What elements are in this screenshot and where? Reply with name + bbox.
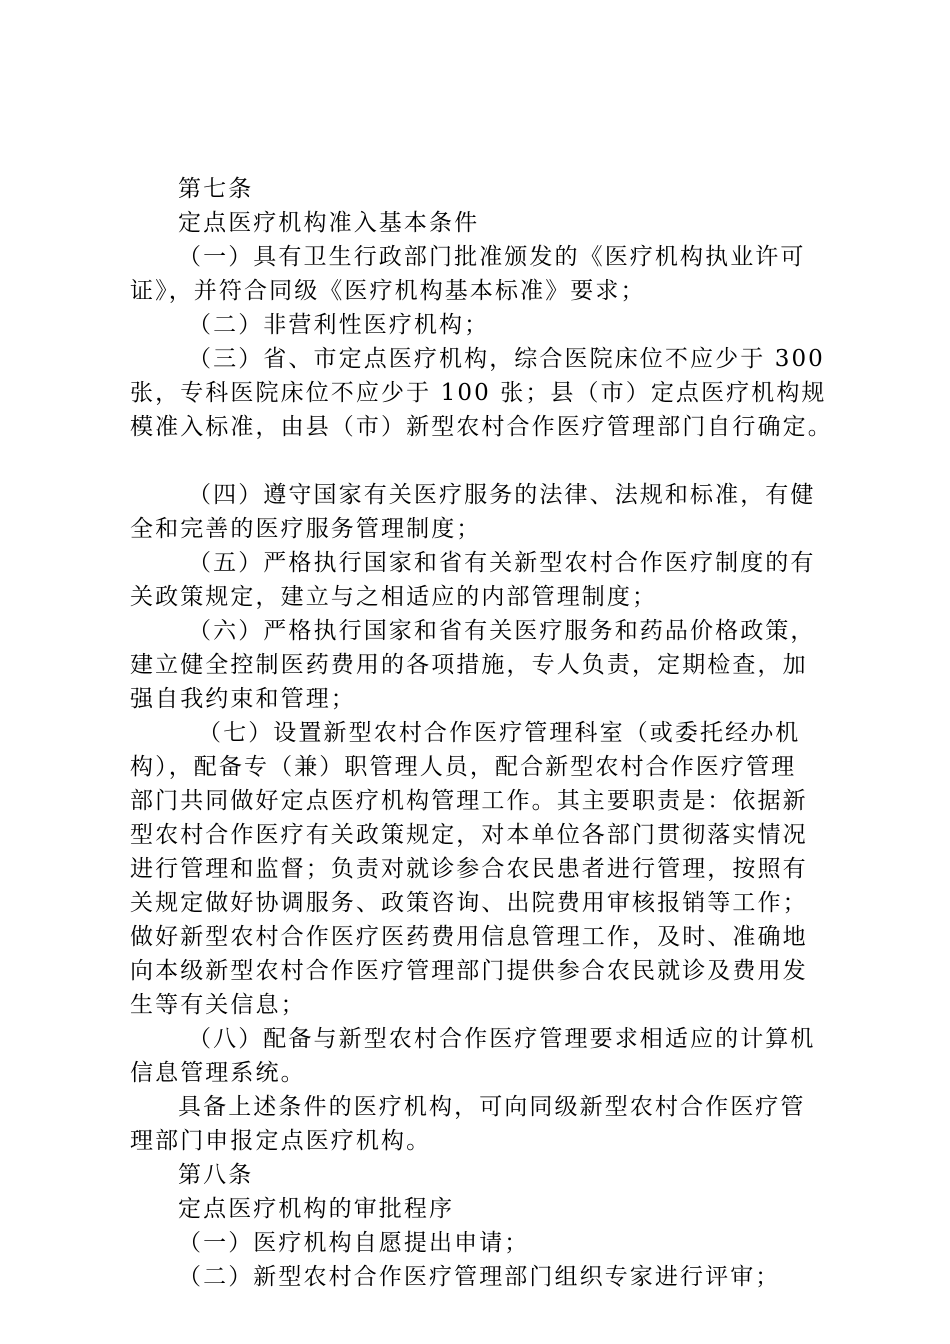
section-title: 定点医疗机构准入基本条件 [178, 210, 480, 236]
paragraph-line: （二）非营利性医疗机构； [188, 312, 490, 338]
paragraph-line: 全和完善的医疗服务管理制度； [130, 516, 482, 542]
paragraph-line: 模准入标准，由县（市）新型农村合作医疗管理部门自行确定。 [130, 414, 833, 440]
paragraph-line: 进行管理和监督；负责对就诊参合农民患者进行管理，按照有 [130, 856, 808, 882]
document-body [130, 172, 833, 1294]
paragraph-line: 生等有关信息； [130, 992, 306, 1018]
blank-line [130, 444, 830, 478]
paragraph-line: 建立健全控制医药费用的各项措施，专人负责，定期检查，加 [130, 652, 808, 678]
paragraph-line: 强自我约束和管理； [130, 686, 356, 712]
paragraph-line: （一）具有卫生行政部门批准颁发的《医疗机构执业许可 [178, 244, 806, 270]
paragraph-line: 构），配备专（兼）职管理人员，配合新型农村合作医疗管理 [130, 754, 797, 780]
paragraph-line: （五）严格执行国家和省有关新型农村合作医疗制度的有 [188, 550, 816, 576]
paragraph-line: （七）设置新型农村合作医疗管理科室（或委托经办机 [198, 720, 801, 746]
paragraph-line: （四）遵守国家有关医疗服务的法律、法规和标准，有健 [188, 482, 816, 508]
paragraph-line: 做好新型农村合作医疗医药费用信息管理工作，及时、准确地 [130, 924, 808, 950]
article-heading: 第八条 [178, 1162, 254, 1188]
paragraph-line: 关政策规定，建立与之相适应的内部管理制度； [130, 584, 658, 610]
paragraph-line: 信息管理系统。 [130, 1060, 306, 1086]
paragraph-line: （八）配备与新型农村合作医疗管理要求相适应的计算机 [188, 1026, 816, 1052]
paragraph-line: 张，专科医院床位不应少于 100 张；县（市）定点医疗机构规 [130, 380, 827, 406]
paragraph-line: （二）新型农村合作医疗管理部门组织专家进行评审； [178, 1264, 781, 1290]
paragraph-line: 关规定做好协调服务、政策咨询、出院费用审核报销等工作； [130, 890, 808, 916]
paragraph-line: 具备上述条件的医疗机构，可向同级新型农村合作医疗管 [178, 1094, 806, 1120]
section-title: 定点医疗机构的审批程序 [178, 1196, 455, 1222]
paragraph-line: 证》，并符合同级《医疗机构基本标准》要求； [130, 278, 646, 304]
paragraph-line: （一）医疗机构自愿提出申请； [178, 1230, 530, 1256]
paragraph-line: （六）严格执行国家和省有关医疗服务和药品价格政策， [188, 618, 816, 644]
paragraph-line: （三）省、市定点医疗机构，综合医院床位不应少于 300 [188, 346, 825, 372]
paragraph-line: 型农村合作医疗有关政策规定，对本单位各部门贯彻落实情况 [130, 822, 808, 848]
paragraph-line: 部门共同做好定点医疗机构管理工作。其主要职责是：依据新 [130, 788, 808, 814]
paragraph-line: 向本级新型农村合作医疗管理部门提供参合农民就诊及费用发 [130, 958, 808, 984]
article-heading: 第七条 [178, 176, 254, 202]
paragraph-line: 理部门申报定点医疗机构。 [130, 1128, 432, 1154]
